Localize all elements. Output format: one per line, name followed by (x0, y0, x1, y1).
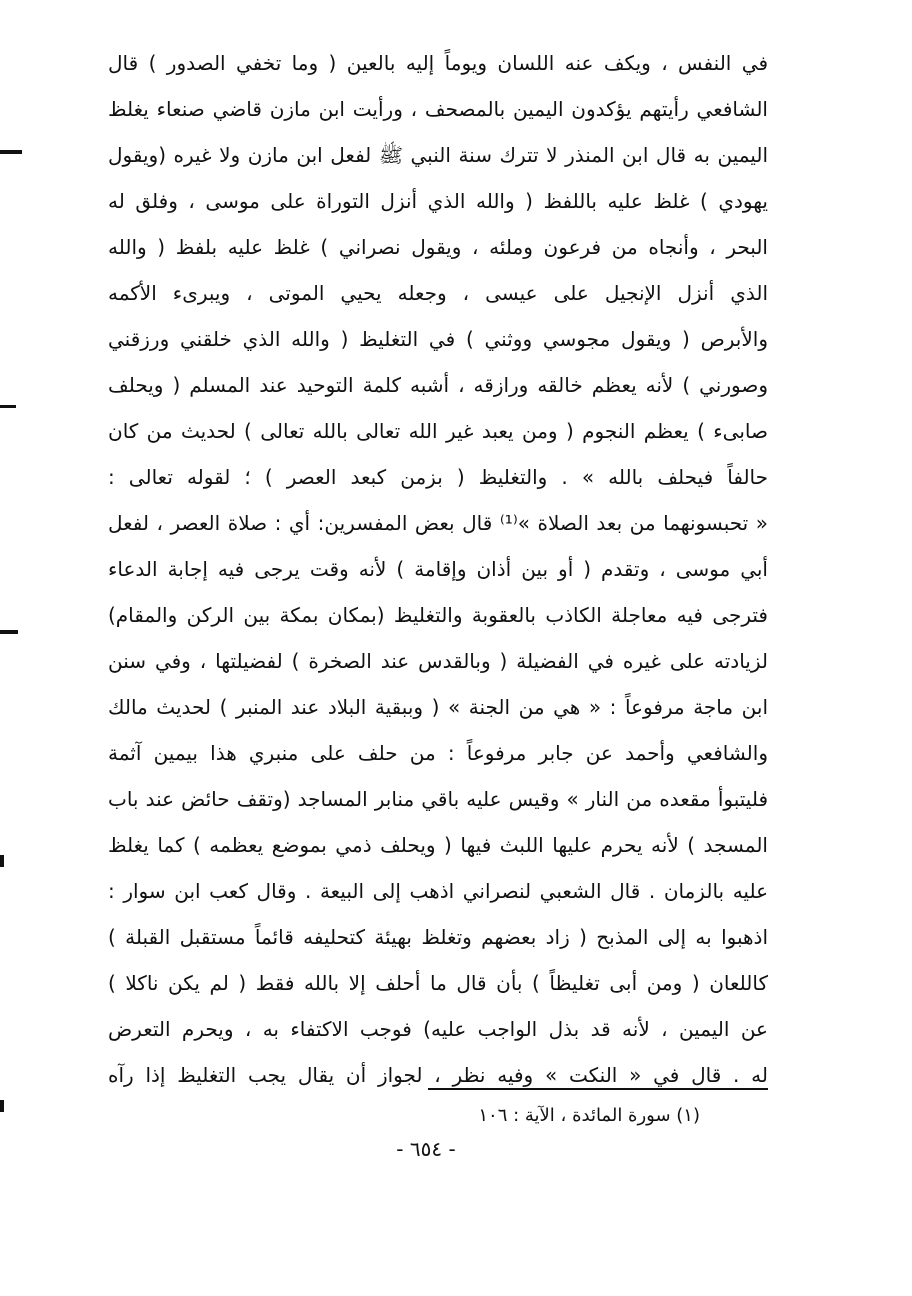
footnote: (١) سورة المائدة ، الآية : ١٠٦ (478, 1105, 700, 1126)
text-line: الشافعي رأيتهم يؤكدون اليمين بالمصحف ، ورأيت ابن مازن قاضي صنعاء يغلظ (108, 97, 768, 121)
text-line: اليمين به قال ابن المنذر لا تترك سنة النبي ﷺ لفعل ابن مازن ولا غيره (ويقول (108, 143, 768, 167)
page-number: - ٦٥٤ - (396, 1137, 456, 1161)
text-line: ابن ماجة مرفوعاً : « هي من الجنة » ( وببقية البلاد عند المنبر ) لحديث مالك (108, 695, 768, 719)
text-line: والأبرص ( ويقول مجوسي ووثني ) في التغليظ ( والله الذي خلقني ورزقني (108, 327, 768, 351)
text-line: والشافعي وأحمد عن جابر مرفوعاً : من حلف على منبري هذا بيمين آثمة (108, 741, 768, 765)
scan-edge-mark (0, 1100, 4, 1112)
footnote-separator (428, 1088, 768, 1090)
text-line: لزيادته على غيره في الفضيلة ( وبالقدس عند الصخرة ) لفضيلتها ، وفي سنن (108, 649, 768, 673)
scan-edge-mark (0, 630, 18, 634)
text-line: فترجى فيه معاجلة الكاذب بالعقوبة والتغليظ (بمكان بمكة بين الركن والمقام) (108, 603, 768, 627)
text-line: عليه بالزمان . قال الشعبي لنصراني اذهب إلى البيعة . وقال كعب ابن سوار : (108, 879, 768, 903)
scan-edge-mark (0, 855, 4, 867)
text-line: صابىء ) يعظم النجوم ( ومن يعبد غير الله تعالى بالله تعالى ) لحديث من كان (108, 419, 768, 443)
text-line: في النفس ، ويكف عنه اللسان ويوماً إليه بالعين ( وما تخفي الصدور ) قال (108, 51, 768, 75)
text-line: حالفاً فيحلف بالله » . والتغليظ ( بزمن كبعد العصر ) ؛ لقوله تعالى : (108, 465, 768, 489)
text-line: يهودي ) غلظ عليه باللفظ ( والله الذي أنزل التوراة على موسى ، وفلق له (108, 189, 768, 213)
scan-edge-mark (0, 405, 16, 408)
text-line: أبي موسى ، وتقدم ( أو بين أذان وإقامة ) لأنه وقت يرجى فيه إجابة الدعاء (108, 557, 768, 581)
text-line: فليتبوأ مقعده من النار » وقيس عليه باقي منابر المساجد (وتقف حائض عند باب (108, 787, 768, 811)
text-line: وصورني ) لأنه يعظم خالقه ورازقه ، أشبه كلمة التوحيد عند المسلم ( ويحلف (108, 373, 768, 397)
text-line: البحر ، وأنجاه من فرعون وملئه ، ويقول نصراني ) غلظ عليه بلفظ ( والله (108, 235, 768, 259)
text-line: عن اليمين ، لأنه قد بذل الواجب عليه) فوجب الاكتفاء به ، ويحرم التعرض (108, 1017, 768, 1041)
text-line: الذي أنزل الإنجيل على عيسى ، وجعله يحيي الموتى ، ويبرىء الأكمه (108, 281, 768, 305)
text-line: اذهبوا به إلى المذبح ( زاد بعضهم وتغلظ بهيئة كتحليفه قائماً مستقبل القبلة ) (108, 925, 768, 949)
text-line: كاللعان ( ومن أبى تغليظاً ) بأن قال ما أحلف إلا بالله فقط ( لم يكن ناكلا ) (108, 971, 768, 995)
body-text (108, 40, 768, 1098)
text-line: المسجد ) لأنه يحرم عليها اللبث فيها ( ويحلف ذمي بموضع يعظمه ) كما يغلظ (108, 833, 768, 857)
text-line: له . قال في « النكت » وفيه نظر ، لجواز أن يقال يجب التغليظ إذا رآه (108, 1063, 768, 1087)
text-line: « تحبسونهما من بعد الصلاة »⁽¹⁾ قال بعض المفسرين: أي : صلاة العصر ، لفعل (108, 511, 768, 535)
scan-edge-mark (0, 150, 22, 154)
